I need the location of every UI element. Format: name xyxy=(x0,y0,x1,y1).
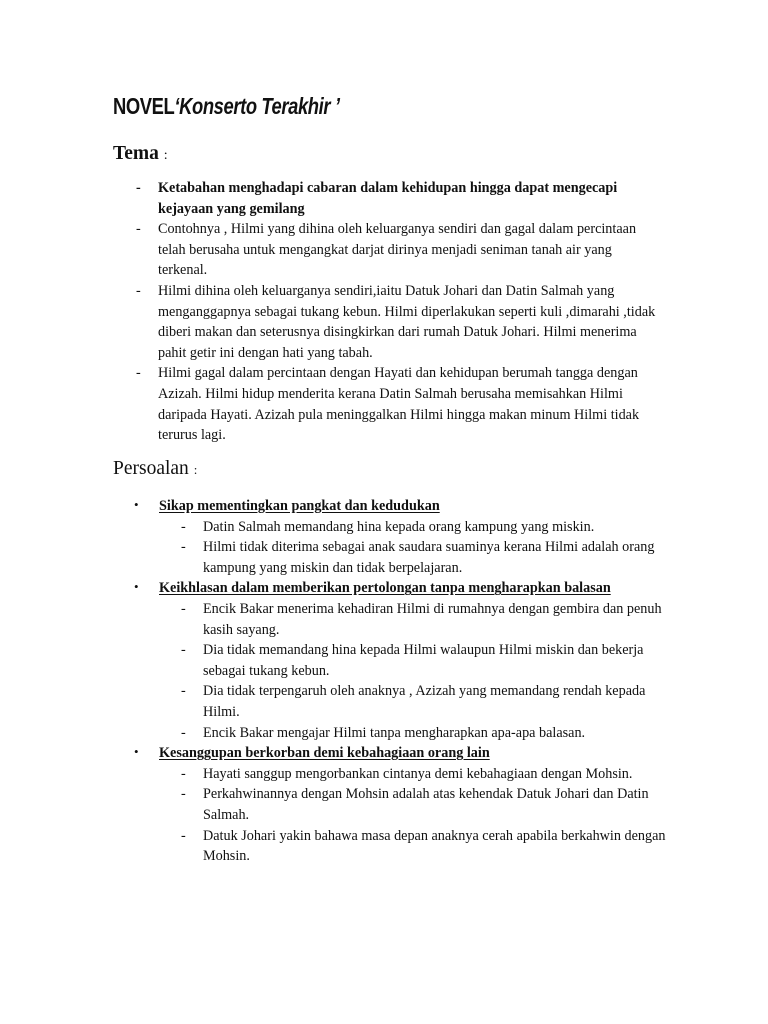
dash-marker: - xyxy=(136,180,141,196)
persoalan-point xyxy=(181,764,671,785)
dash-marker: - xyxy=(181,724,186,741)
tema-item xyxy=(136,281,656,363)
tema-item-text: Hilmi gagal dalam percintaan dengan Hayati dan kehidupan berumah tangga dengan Azizah. Hilmi hidup menderita kerana Datin Salmah berusaha memisahkan Hilmi daripada Hayati. Azizah pula meninggalkan Hilmi hingga makan minum Hilmi tidak terurus lagi. xyxy=(158,365,640,444)
persoalan-point-text: Perkahwinannya dengan Mohsin adalah atas kehendak Datuk Johari dan Datin Salmah. xyxy=(203,786,649,823)
tema-heading-colon: : xyxy=(163,148,168,163)
title-novel-name: ‘Konserto Terakhir ’ xyxy=(174,93,340,119)
dash-marker: - xyxy=(181,642,186,659)
persoalan-item xyxy=(131,743,671,867)
dash-marker: - xyxy=(181,539,186,556)
bullet-marker: • xyxy=(134,579,139,595)
tema-item xyxy=(136,363,656,445)
persoalan-heading-colon: : xyxy=(193,462,198,477)
persoalan-item xyxy=(131,496,671,578)
persoalan-item-heading: Sikap mementingkan pangkat dan kedudukan xyxy=(159,498,440,514)
persoalan-point xyxy=(181,784,671,825)
dash-marker: - xyxy=(181,786,186,803)
persoalan-point xyxy=(181,681,671,722)
persoalan-point-text: Hayati sanggup mengorbankan cintanya demi kebahagiaan dengan Mohsin. xyxy=(203,765,633,782)
persoalan-point xyxy=(181,826,671,867)
dash-marker: - xyxy=(181,600,186,617)
persoalan-point xyxy=(181,640,671,681)
persoalan-point xyxy=(181,517,671,538)
persoalan-point xyxy=(181,599,671,640)
persoalan-list xyxy=(131,496,671,867)
title-prefix: NOVEL xyxy=(113,93,175,119)
tema-item xyxy=(136,178,656,219)
persoalan-point-text: Datuk Johari yakin bahawa masa depan anaknya cerah apabila berkahwin dengan Mohsin. xyxy=(203,827,666,865)
persoalan-heading-label: Persoalan xyxy=(113,458,189,479)
document-title xyxy=(113,93,340,120)
tema-item xyxy=(136,219,656,281)
dash-marker: - xyxy=(181,683,186,700)
persoalan-sublist xyxy=(181,764,671,867)
persoalan-point-text: Dia tidak terpengaruh oleh anaknya , Azizah yang memandang rendah kepada Hilmi. xyxy=(203,683,646,720)
persoalan-point-text: Hilmi tidak diterima sebagai anak saudara suaminya kerana Hilmi adalah orang kampung yang miskin dan tidak berpelajaran. xyxy=(203,539,655,576)
persoalan-point xyxy=(181,537,671,578)
persoalan-point-text: Encik Bakar menerima kehadiran Hilmi di rumahnya dengan gembira dan penuh kasih sayang. xyxy=(203,600,662,638)
persoalan-heading xyxy=(113,458,197,480)
dash-marker: - xyxy=(181,518,186,535)
tema-item-text: Contohnya , Hilmi yang dihina oleh keluarganya sendiri dan gagal dalam percintaan telah berusaha untuk mengangkat darjat dirinya menjadi seniman tanah air yang terkenal. xyxy=(158,221,637,279)
persoalan-point-text: Datin Salmah memandang hina kepada orang kampung yang miskin. xyxy=(203,518,595,535)
persoalan-sublist xyxy=(181,517,671,579)
tema-heading-label: Tema xyxy=(113,143,159,164)
persoalan-sublist xyxy=(181,599,671,743)
tema-item-text: Hilmi dihina oleh keluarganya sendiri,iaitu Datuk Johari dan Datin Salmah yang menganggapnya sebagai tukang kebun. Hilmi diperlakukan seperti kuli ,dimarahi ,tidak diberi makan dan seterusnya disingkirkan dari rumah Datuk Johari. Hilmi menerima pahit getir ini dengan hati yang tabah. xyxy=(158,282,656,361)
persoalan-point-text: Encik Bakar mengajar Hilmi tanpa mengharapkan apa-apa balasan. xyxy=(203,724,586,741)
bullet-marker: • xyxy=(134,744,139,760)
dash-marker: - xyxy=(181,765,186,782)
persoalan-point xyxy=(181,723,671,744)
tema-item-text: Ketabahan menghadapi cabaran dalam kehidupan hingga dapat mengecapi kejayaan yang gemilang xyxy=(158,180,618,217)
dash-marker: - xyxy=(136,221,141,238)
dash-marker: - xyxy=(136,282,141,299)
bullet-marker: • xyxy=(134,497,139,512)
dash-marker: - xyxy=(181,827,186,844)
persoalan-item-heading: Keikhlasan dalam memberikan pertolongan tanpa mengharapkan balasan xyxy=(159,580,611,597)
persoalan-item-heading: Kesanggupan berkorban demi kebahagiaan orang lain xyxy=(159,745,490,762)
persoalan-item xyxy=(131,578,671,743)
tema-list xyxy=(136,178,656,446)
tema-heading xyxy=(113,143,168,165)
dash-marker: - xyxy=(136,365,141,382)
persoalan-point-text: Dia tidak memandang hina kepada Hilmi walaupun Hilmi miskin dan bekerja sebagai tukang kebun. xyxy=(203,642,644,679)
